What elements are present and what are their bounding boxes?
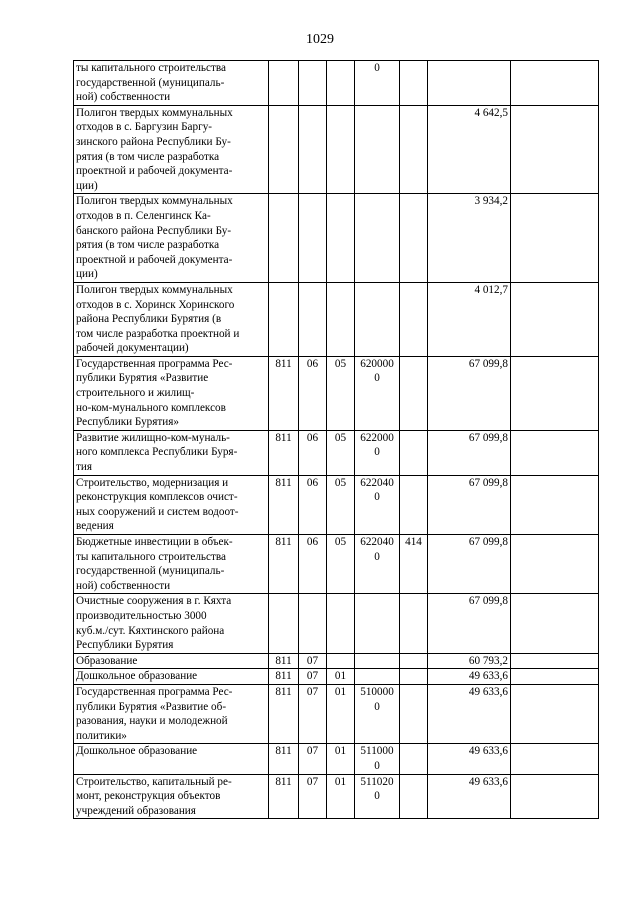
table-row [74,594,599,653]
row-sum-cell: 4 642,5 [428,105,511,194]
row-gr-cell: 811 [269,430,299,475]
row-name-cell: Дошкольное образование [74,744,269,774]
row-sum-cell: 3 934,2 [428,194,511,283]
row-cs-cell [355,282,400,356]
row-name-cell: Строительство, капитальный ре- монт, реконструкция объектов учреждений образования [74,774,269,819]
row-gr-cell: 811 [269,475,299,534]
row-rz-cell: 06 [299,430,327,475]
row-cs-cell: 0 [355,61,400,106]
row-gr-cell [269,61,299,106]
table-row [74,282,599,356]
row-pr-cell [327,282,355,356]
table-row [74,475,599,534]
table-row [74,430,599,475]
row-name-cell: Очистные сооружения в г. Кяхта производительностью 3000 куб.м./сут. Кяхтинского района Республики Бурятия [74,594,269,653]
row-rz-cell: 07 [299,774,327,819]
row-name-cell: Строительство, модернизация и реконструкция комплексов очист- ных сооружений и систем водоот- ведения [74,475,269,534]
row-pr-cell: 05 [327,535,355,594]
row-vr-cell [400,594,428,653]
row-vr-cell [400,194,428,283]
table-row [74,194,599,283]
row-vr-cell [400,430,428,475]
row-cs-cell [355,653,400,669]
row-vr-cell [400,684,428,743]
row-name-cell: Полигон твердых коммунальных отходов в п. Селенгинск Ка- банского района Республики Бу- рятия (в том числе разработка проектной и рабочей документа- ции) [74,194,269,283]
table-row [74,356,599,430]
row-vr-cell [400,774,428,819]
row-rz-cell [299,194,327,283]
budget-table [73,60,599,819]
row-rz-cell: 06 [299,475,327,534]
row-pr-cell [327,653,355,669]
row-cs-cell: 622040 0 [355,475,400,534]
row-name-cell: ты капитального строительства государственной (муниципаль- ной) собственности [74,61,269,106]
row-name-cell: Полигон твердых коммунальных отходов в с. Хоринск Хоринского района Республики Бурятия (в том числе разработка проектной и рабочей документации) [74,282,269,356]
row-pr-cell [327,61,355,106]
row-vr-cell [400,744,428,774]
row-extra-cell [511,669,599,685]
row-name-cell: Дошкольное образование [74,669,269,685]
row-sum-cell: 67 099,8 [428,535,511,594]
row-pr-cell [327,105,355,194]
row-extra-cell [511,653,599,669]
row-sum-cell: 49 633,6 [428,744,511,774]
row-gr-cell: 811 [269,684,299,743]
row-cs-cell [355,105,400,194]
row-sum-cell: 49 633,6 [428,774,511,819]
row-pr-cell: 05 [327,430,355,475]
row-extra-cell [511,282,599,356]
row-extra-cell [511,535,599,594]
row-sum-cell [428,61,511,106]
row-pr-cell: 01 [327,774,355,819]
row-rz-cell [299,61,327,106]
row-rz-cell: 06 [299,535,327,594]
row-vr-cell [400,105,428,194]
row-vr-cell: 414 [400,535,428,594]
row-extra-cell [511,744,599,774]
row-sum-cell: 67 099,8 [428,430,511,475]
row-extra-cell [511,684,599,743]
row-rz-cell [299,105,327,194]
row-cs-cell: 620000 0 [355,356,400,430]
row-pr-cell: 05 [327,356,355,430]
row-cs-cell: 510000 0 [355,684,400,743]
row-sum-cell: 49 633,6 [428,669,511,685]
row-extra-cell [511,594,599,653]
row-cs-cell [355,669,400,685]
row-sum-cell: 4 012,7 [428,282,511,356]
row-extra-cell [511,430,599,475]
row-name-cell: Полигон твердых коммунальных отходов в с. Баргузин Баргу- зинского района Республики Бу- рятия (в том числе разработка проектной и рабочей документа- ции) [74,105,269,194]
row-name-cell: Образование [74,653,269,669]
row-gr-cell [269,194,299,283]
row-gr-cell: 811 [269,669,299,685]
row-gr-cell: 811 [269,653,299,669]
row-rz-cell [299,594,327,653]
table-row [74,105,599,194]
row-gr-cell: 811 [269,356,299,430]
row-pr-cell [327,594,355,653]
page-number: 1029 [306,32,334,47]
row-rz-cell: 07 [299,684,327,743]
row-vr-cell [400,653,428,669]
row-sum-cell: 60 793,2 [428,653,511,669]
row-cs-cell: 511020 0 [355,774,400,819]
row-extra-cell [511,475,599,534]
row-cs-cell [355,594,400,653]
row-extra-cell [511,194,599,283]
row-rz-cell [299,282,327,356]
budget-table-body [74,61,599,819]
table-row [74,61,599,106]
row-rz-cell: 07 [299,744,327,774]
row-name-cell: Бюджетные инвестиции в объек- ты капитального строительства государственной (муниципаль- ной) собственности [74,535,269,594]
row-cs-cell: 622000 0 [355,430,400,475]
row-pr-cell: 01 [327,684,355,743]
row-sum-cell: 67 099,8 [428,356,511,430]
row-extra-cell [511,774,599,819]
table-row [74,669,599,685]
row-pr-cell [327,194,355,283]
row-cs-cell: 622040 0 [355,535,400,594]
row-vr-cell [400,356,428,430]
row-pr-cell: 01 [327,744,355,774]
row-name-cell: Государственная программа Рес- публики Бурятия «Развитие строительного и жилищ- но-ком-мунального комплексов Республики Бурятия» [74,356,269,430]
row-sum-cell: 67 099,8 [428,475,511,534]
row-extra-cell [511,356,599,430]
row-sum-cell: 67 099,8 [428,594,511,653]
row-gr-cell [269,282,299,356]
row-cs-cell: 511000 0 [355,744,400,774]
row-extra-cell [511,61,599,106]
row-cs-cell [355,194,400,283]
table-row [74,774,599,819]
row-gr-cell [269,594,299,653]
row-vr-cell [400,282,428,356]
row-gr-cell: 811 [269,774,299,819]
table-row [74,653,599,669]
row-pr-cell: 01 [327,669,355,685]
table-row [74,744,599,774]
row-sum-cell: 49 633,6 [428,684,511,743]
row-vr-cell [400,61,428,106]
row-pr-cell: 05 [327,475,355,534]
row-name-cell: Государственная программа Рес- публики Бурятия «Развитие об- разования, науки и молодежной политики» [74,684,269,743]
row-vr-cell [400,475,428,534]
row-rz-cell: 07 [299,669,327,685]
row-gr-cell: 811 [269,744,299,774]
row-gr-cell: 811 [269,535,299,594]
row-rz-cell: 06 [299,356,327,430]
row-rz-cell: 07 [299,653,327,669]
row-vr-cell [400,669,428,685]
row-gr-cell [269,105,299,194]
row-name-cell: Развитие жилищно-ком-муналь- ного комплекса Республики Буря- тия [74,430,269,475]
table-row [74,535,599,594]
table-row [74,684,599,743]
row-extra-cell [511,105,599,194]
